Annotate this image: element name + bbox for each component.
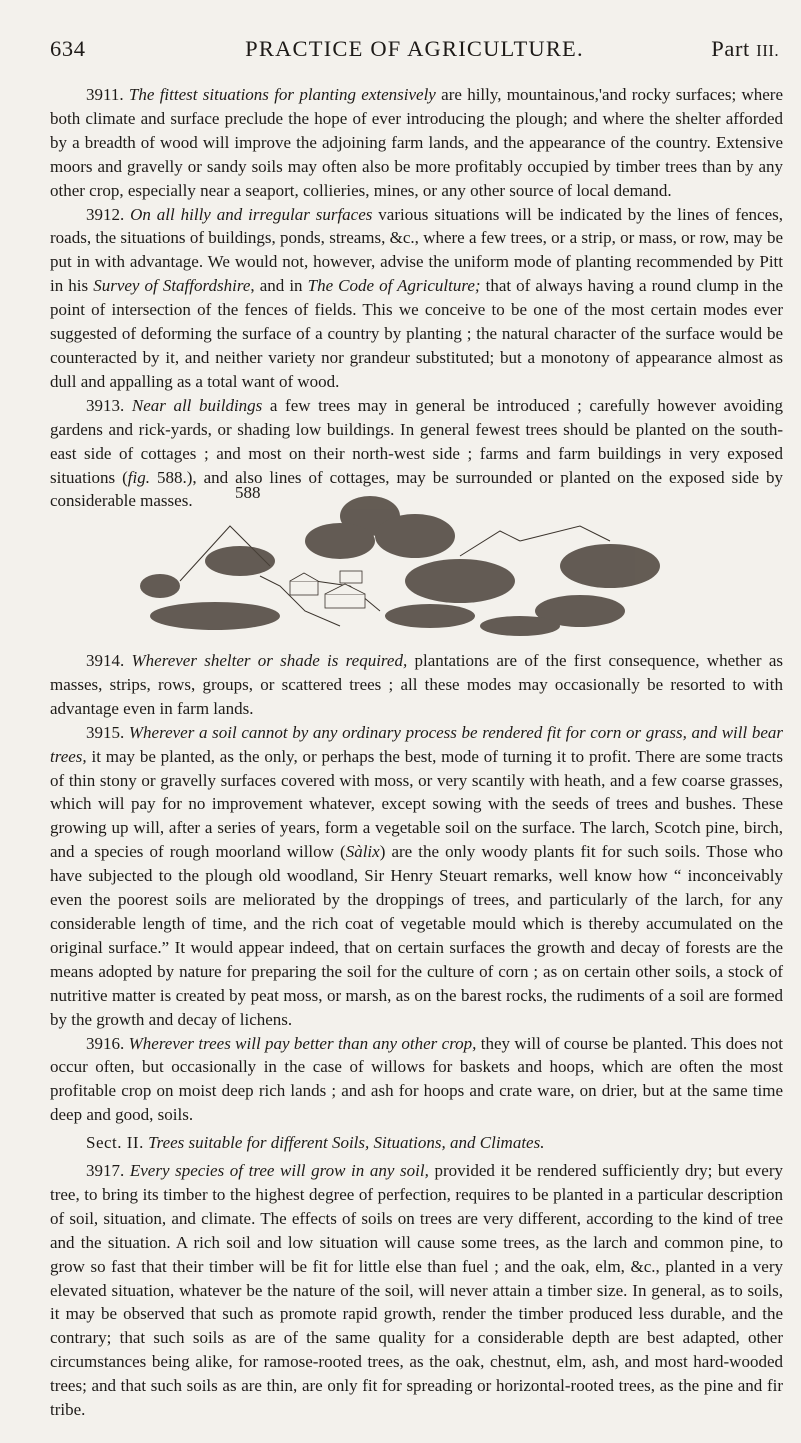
book-reference: Survey of Staffordshire: [93, 276, 251, 296]
tree-clump: [305, 523, 375, 559]
para-body: , and in: [250, 276, 308, 296]
farm-building: [340, 571, 362, 583]
para-body: are hilly, mountainous,'and rocky surfaces; where both climate and surface preclude the hope of ever introducing the plough; and where the shelter afforded by a breadth of wood will improve the adjoining farm lands, and the appearance of the country. Extensive moors and gravelly or sandy soils may often also be more profitably occupied by timber trees than by any other crop, especially near a seaport, collieries, mines, or any other source of local demand.: [50, 85, 784, 200]
para-body: 588.), and also lines of cottages, may be surrounded or planted on the exposed side by considerable masses.: [50, 467, 783, 511]
tree-clump: [480, 616, 560, 636]
tree-clump: [150, 602, 280, 630]
paragraph-3914: [50, 649, 783, 721]
paragraph-3915: [50, 721, 783, 1032]
landscape-engraving: [140, 486, 680, 641]
section-label: Sect. II.: [86, 1133, 144, 1153]
figure-reference: fig.: [127, 467, 150, 487]
text-block-top: [50, 83, 783, 513]
part-label: [711, 36, 779, 62]
para-heading: On all hilly and irregular surfaces: [130, 204, 373, 224]
para-number: 3913.: [86, 395, 125, 415]
paragraph-3911: [50, 83, 783, 203]
figure-number: 588: [235, 483, 261, 502]
para-body: plantations are of the first consequence, whether as masses, strips, rows, groups, or scattered trees ; all these modes may occasionally be resorted to with advantage even in farm lands.: [50, 651, 783, 718]
page-number: 634: [50, 36, 86, 61]
running-header: [50, 36, 779, 68]
part-number: III.: [756, 41, 779, 60]
para-body: various situations will be indicated by the lines of fences, roads, the situations of buildings, ponds, streams, &c., where a few trees, or a strip, or mass, or row, may be put in with advantage. We would not, however, advise the uniform mode of planting recommended by Pitt in his: [50, 204, 784, 296]
tree-clump: [405, 559, 515, 603]
para-number: 3916.: [86, 1033, 125, 1053]
para-heading: Every species of tree will grow in any soil,: [129, 1161, 429, 1181]
paragraph-3917: [50, 1159, 783, 1422]
para-number: 3914.: [86, 651, 125, 670]
section-heading: [50, 1131, 783, 1155]
tree-clump: [560, 544, 660, 588]
running-title: PRACTICE OF AGRICULTURE.: [245, 36, 584, 61]
tree-clump: [140, 574, 180, 598]
roof: [325, 584, 365, 594]
para-heading: Wherever shelter or shade is required,: [131, 651, 408, 670]
para-body: a few trees may in general be introduced ; carefully however avoiding gardens and rick-yards, or shading low buildings. In general fewest trees should be planted on the south-east side of cottages ; and most on their north-west side ; farms and farm buildings in very exposed situations (: [50, 395, 784, 487]
section-title: Trees suitable for different Soils, Situations, and Climates.: [148, 1133, 545, 1153]
tree-clump: [205, 546, 275, 576]
paragraph-3912: [50, 203, 783, 394]
para-number: 3917.: [86, 1161, 125, 1181]
tree-clump: [385, 604, 475, 628]
para-heading: Wherever a soil cannot by any ordinary process be rendered fit for corn or grass, and will bear trees,: [50, 722, 783, 766]
paragraph-3916: [50, 1032, 783, 1128]
hill-outline: [520, 526, 610, 541]
text-block-bottom: [50, 649, 783, 1422]
para-heading: The fittest situations for planting extensively: [128, 85, 436, 104]
part-word: Part: [711, 36, 750, 61]
para-heading: Wherever trees will pay better than any other crop,: [128, 1033, 477, 1053]
book-reference: The Code of Agriculture;: [307, 276, 481, 296]
hill-outline: [460, 531, 520, 556]
para-number: 3912.: [86, 204, 125, 224]
roof: [290, 573, 318, 581]
para-body: it may be planted, as the only, or perhaps the best, mode of turning it to profit. There are some tracts of thin stony or gravelly surfaces covered with moss, or very scantily with heath, and a few coarse grasses, which will pay for no improvement whatever, except sowing with the seeds of trees and bushes. These growing up will, after a series of years, form a vegetable soil on the surface. The larch, Scotch pine, birch, and a species of rough moorland willow (: [50, 746, 783, 862]
para-number: 3911.: [86, 85, 124, 104]
para-body: ) are the only woody plants fit for such soils. Those who have subjected to the plough old woodland, Sir Henry Steuart remarks, well know how “ inconceivably even the poorest soils are meliorated by the droppings of trees, and particularly of the larch, for any considerable length of time, and the rich coat of vegetable mould which is thereby accumulated on the original surface.” It would appear indeed, that on certain surfaces the growth and decay of forests are the means adopted by nature for preparing the soil for the culture of corn ; as on certain other soils, a stock of nutritive matter is created by peat moss, or marsh, as on the barest rocks, the rudiments of a soil are formed by the growth and decay of lichens.: [50, 842, 784, 1029]
para-heading: Near all buildings: [131, 395, 263, 415]
tree-clump: [375, 514, 455, 558]
para-number: 3915.: [86, 722, 125, 742]
para-body: they will of course be planted. This does not occur often, but occasionally in the case of willows for baskets and hoops, which are often the most profitable crop on moist deep rich lands ; and ash for hoops and crate ware, on drier, but at the same time deep and good, soils.: [50, 1033, 783, 1125]
farm-building: [325, 594, 365, 608]
farm-building: [290, 581, 318, 595]
para-body: provided it be rendered sufficiently dry; but every tree, to bring its timber to the highest degree of perfection, requires to be planted in a particular description of soil, situation, and climate. The effects of soils on trees are very different, according to the kind of tree and the situation. A rich soil and low situation will cause some trees, as the larch and common pine, to grow so fast that their timber will be fit for little else than fuel ; and the oak, elm, &c., planted in a very elevated situation, whatever be the nature of the soil, will never attain a timber size. In general, as to soils, it may be observed that such as promote rapid growth, render the timber produced less durable, and the contrary; that such soils as are of the same quality for a considerable depth are best adapted, other circumstances being alike, for ramose-rooted trees, as the oak, chestnut, elm, ash, and most hard-wooded trees; and that such soils as are thin, are only fit for spreading or horizontal-rooted trees, as the pine and fir tribe.: [50, 1161, 784, 1420]
latin-name: Sàlix: [345, 842, 380, 862]
para-body: that of always having a round clump in the point of intersection of the fences of fields. This we conceive to be one of the most certain modes ever suggested of deforming the surface of a country by planting ; the natural character of the surface would be counteracted by it, and neither variety nor grandeur substituted; but a monotony of appearance almost as dull and appalling as a total want of wood.: [50, 276, 783, 391]
